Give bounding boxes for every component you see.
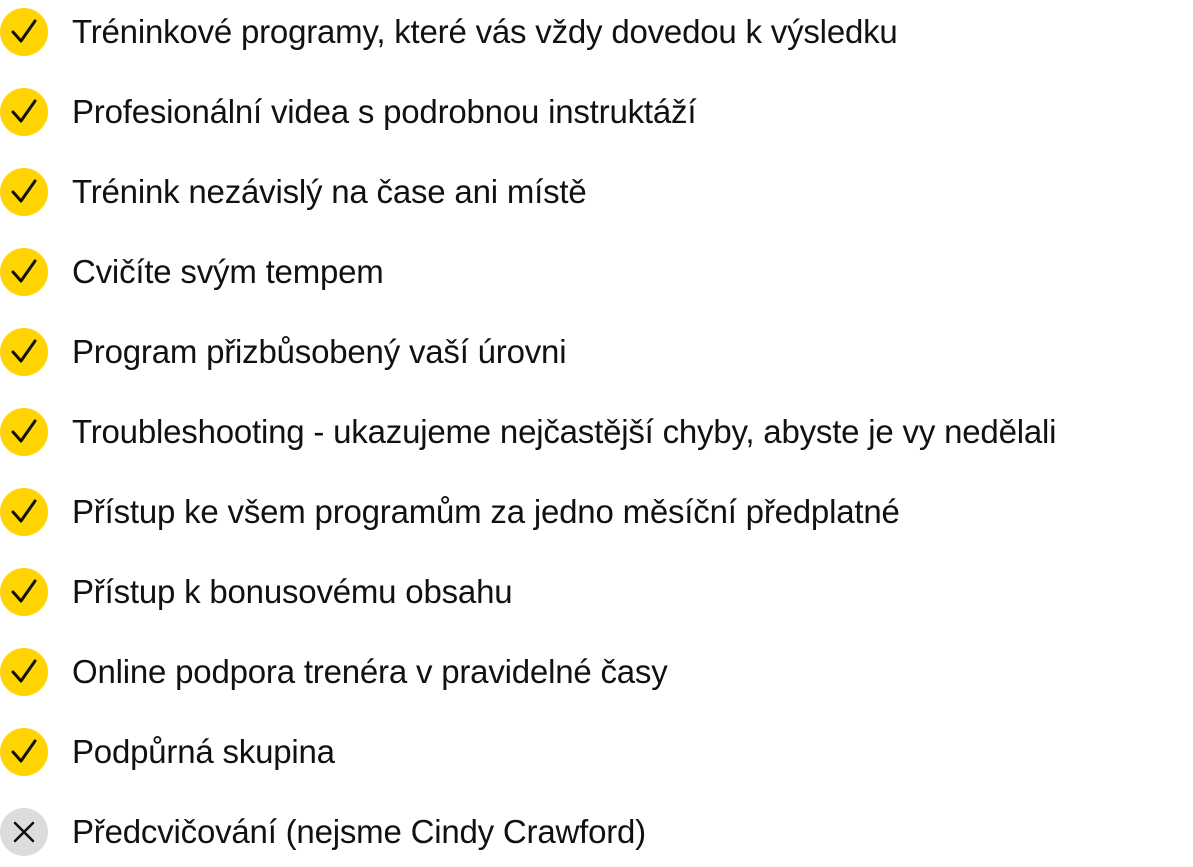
feature-label: Profesionální videa s podrobnou instruktáží [72, 93, 697, 130]
feature-label: Předcvičování (nejsme Cindy Crawford) [72, 813, 646, 850]
feature-label: Online podpora trenéra v pravidelné časy [72, 653, 668, 690]
feature-item [0, 246, 1193, 298]
checkmark-icon [0, 8, 48, 56]
checkmark-icon [0, 248, 48, 296]
feature-label: Tréninkové programy, které vás vždy dovedou k výsledku [72, 13, 898, 50]
feature-label: Troubleshooting - ukazujeme nejčastější chyby, abyste je vy nedělali [72, 413, 1057, 450]
feature-label: Podpůrná skupina [72, 733, 335, 770]
checkmark-icon [0, 88, 48, 136]
feature-item [0, 646, 1193, 698]
feature-item [0, 326, 1193, 378]
feature-item [0, 566, 1193, 618]
feature-item [0, 486, 1193, 538]
checkmark-icon [0, 728, 48, 776]
feature-label: Přístup k bonusovému obsahu [72, 573, 513, 610]
feature-item [0, 6, 1193, 58]
feature-item [0, 86, 1193, 138]
feature-label: Cvičíte svým tempem [72, 253, 384, 290]
checkmark-icon [0, 328, 48, 376]
feature-item [0, 806, 1193, 858]
checkmark-icon [0, 408, 48, 456]
checkmark-icon [0, 488, 48, 536]
feature-item [0, 166, 1193, 218]
feature-label: Přístup ke všem programům za jedno měsíční předplatné [72, 493, 900, 530]
feature-item [0, 406, 1193, 458]
feature-item [0, 726, 1193, 778]
checkmark-icon [0, 568, 48, 616]
checkmark-icon [0, 168, 48, 216]
checkmark-icon [0, 648, 48, 696]
feature-label: Program přizbůsobený vaší úrovni [72, 333, 567, 370]
cross-icon [0, 808, 48, 856]
feature-label: Trénink nezávislý na čase ani místě [72, 173, 587, 210]
